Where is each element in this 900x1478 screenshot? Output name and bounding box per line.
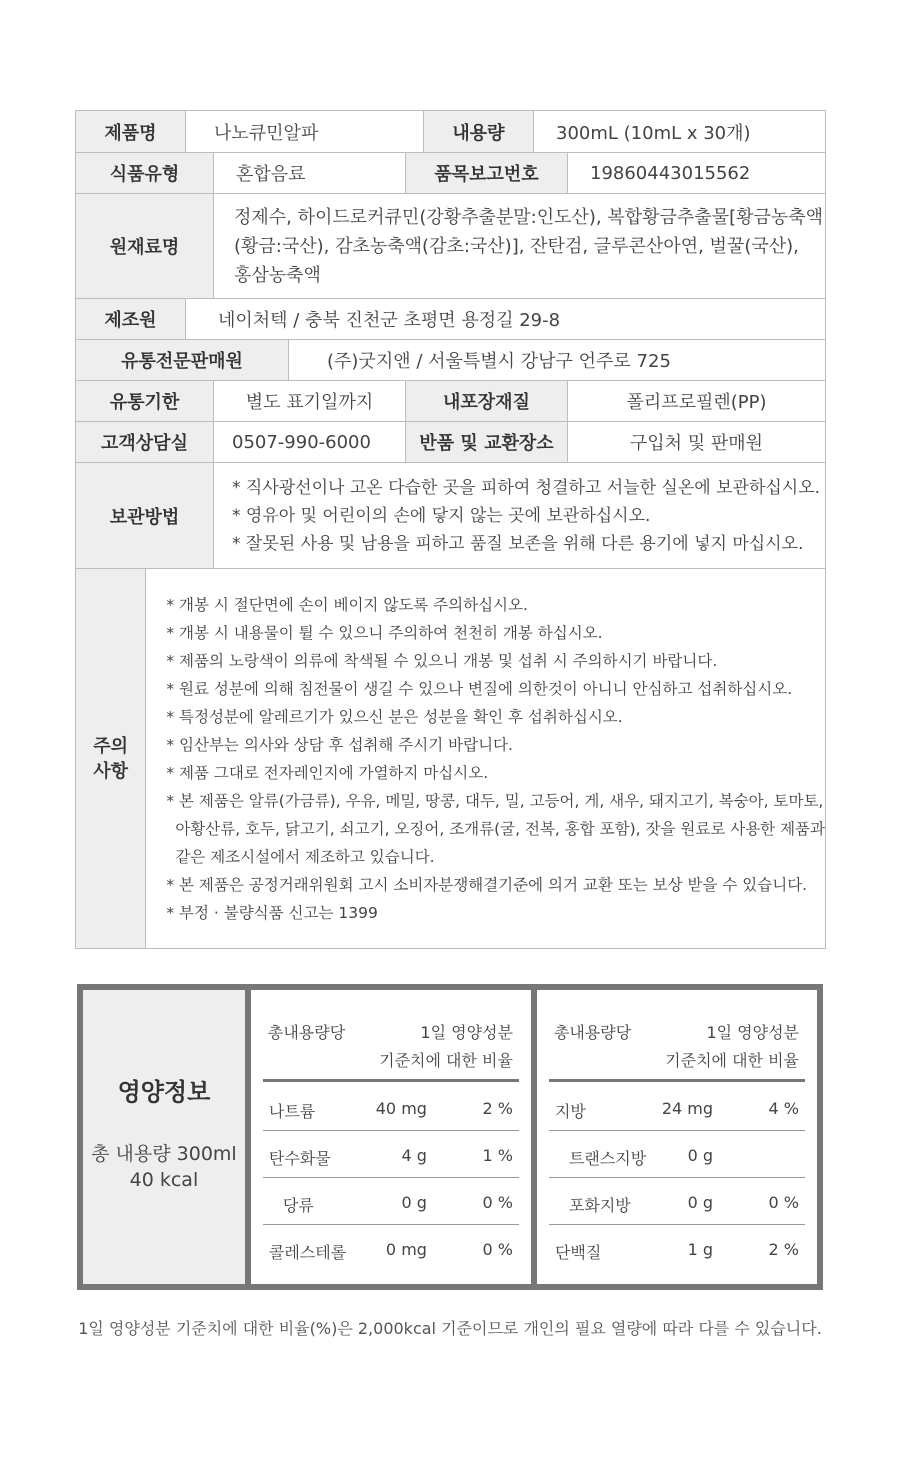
nutrient-row	[263, 1085, 519, 1131]
nutrient-name: 트랜스지방	[568, 1149, 647, 1168]
storage-line: * 영유아 및 어린이의 손에 닿지 않는 곳에 보관하십시오.	[232, 505, 651, 526]
nutrient-amount: 0 g	[687, 1193, 713, 1212]
value-customer-service: 0507-990-6000	[214, 422, 406, 462]
nutrient-row	[549, 1132, 805, 1178]
caution-line: * 원료 성분에 의해 침전물이 생길 수 있으나 변질에 의한것이 아니니 안심하고 섭취하십시오.	[166, 679, 793, 698]
nutrition-summary	[83, 990, 245, 1284]
nutrient-percent: 0 %	[482, 1240, 513, 1259]
row-caution	[76, 569, 825, 949]
value-expiry: 별도 표기일까지	[214, 381, 406, 421]
value-caution	[146, 569, 825, 948]
label-ingredients: 원재료명	[76, 194, 214, 298]
value-distributor: (주)굿지앤 / 서울특별시 강남구 언주로 725	[327, 351, 671, 372]
nutrient-amount: 40 mg	[375, 1099, 427, 1118]
nutrient-row	[549, 1226, 805, 1272]
nutrient-row	[263, 1179, 519, 1225]
label-caution-line1: 주의	[93, 735, 129, 757]
header-per-total: 총내용량당	[267, 1023, 346, 1042]
nutrient-percent: 2 %	[482, 1099, 513, 1118]
label-food-type: 식품유형	[76, 153, 214, 193]
value-report-number: 19860443015562	[590, 162, 751, 184]
caution-line: * 본 제품은 알류(가금류), 우유, 메밀, 땅콩, 대두, 밀, 고등어, 게, 새우, 돼지고기, 복숭아, 토마토,	[166, 791, 824, 810]
row-customer-service	[76, 422, 825, 463]
row-expiry	[76, 381, 825, 422]
product-info-table	[75, 110, 826, 949]
caution-line: * 부정 · 불량식품 신고는 1399	[166, 903, 378, 922]
label-distributor: 유통전문판매원	[76, 340, 289, 380]
label-packaging: 내포장재질	[406, 381, 568, 421]
caution-line: * 개봉 시 내용물이 튈 수 있으니 주의하여 천천히 개봉 하십시오.	[166, 623, 603, 642]
label-report-number: 품목보고번호	[406, 153, 568, 193]
nutrient-amount: 0 g	[401, 1193, 427, 1212]
label-customer-service: 고객상담실	[76, 422, 214, 462]
nutrient-percent: 4 %	[768, 1099, 799, 1118]
label-product-name: 제품명	[76, 111, 186, 152]
nutrient-percent: 0 %	[768, 1193, 799, 1212]
value-volume: 300mL (10mL x 30개)	[556, 122, 751, 144]
value-return-place: 구입처 및 판매원	[629, 433, 764, 454]
label-storage: 보관방법	[76, 463, 214, 568]
nutrient-name: 지방	[554, 1102, 586, 1121]
storage-line: * 직사광선이나 고온 다습한 곳을 피하여 청결하고 서늘한 실온에 보관하십시오.	[232, 477, 821, 498]
nutrition-title: 영양정보	[117, 1077, 211, 1106]
label-volume: 내용량	[424, 111, 534, 152]
value-product-name: 나노큐민알파	[186, 111, 424, 152]
row-manufacturer	[76, 299, 825, 340]
nutrition-panel-right	[537, 990, 817, 1284]
nutrition-facts-box	[77, 984, 823, 1290]
nutrient-row	[263, 1226, 519, 1272]
ingredients-line: (황금:국산), 감초농축액(감초:국산)], 잔탄검, 글루콘산아연, 벌꿀(국산),	[234, 235, 799, 257]
nutrient-percent: 2 %	[768, 1240, 799, 1259]
caution-line: * 임산부는 의사와 상담 후 섭취해 주시기 바랍니다.	[166, 735, 513, 754]
nutrient-amount: 4 g	[401, 1146, 427, 1165]
caution-line: * 제품 그대로 전자레인지에 가열하지 마십시오.	[166, 763, 489, 782]
nutrient-amount: 0 mg	[385, 1240, 427, 1259]
label-manufacturer: 제조원	[76, 299, 186, 339]
caution-line: * 제품의 노랑색이 의류에 착색될 수 있으니 개봉 및 섭취 시 주의하시기 바랍니다.	[166, 651, 718, 670]
caution-line: 아황산류, 호두, 닭고기, 쇠고기, 오징어, 조개류(굴, 전복, 홍합 포함), 잣을 원료로 사용한 제품과	[175, 819, 825, 838]
nutrition-panel-header	[263, 990, 519, 1082]
nutrient-name: 단백질	[554, 1243, 602, 1262]
header-daily-value: 1일 영양성분	[706, 1023, 799, 1042]
row-food-type	[76, 153, 825, 194]
nutrient-amount: 24 mg	[661, 1099, 713, 1118]
daily-value-footnote: 1일 영양성분 기준치에 대한 비율(%)은 2,000kcal 기준이므로 개인의 필요 열량에 따라 다를 수 있습니다.	[78, 1319, 822, 1338]
header-daily-value-ratio: 기준치에 대한 비율	[665, 1051, 799, 1070]
nutrition-panel-left	[251, 990, 531, 1284]
row-product-name	[76, 111, 825, 153]
row-distributor	[76, 340, 825, 381]
caution-line: 같은 제조시설에서 제조하고 있습니다.	[175, 847, 435, 866]
label-caution-line2: 사항	[93, 760, 129, 782]
header-per-total: 총내용량당	[553, 1023, 632, 1042]
nutrient-row	[263, 1132, 519, 1178]
nutrient-amount: 1 g	[687, 1240, 713, 1259]
label-expiry: 유통기한	[76, 381, 214, 421]
storage-line: * 잘못된 사용 및 남용을 피하고 품질 보존을 위해 다른 용기에 넣지 마십시오.	[232, 533, 804, 554]
label-return-place: 반품 및 교환장소	[406, 422, 568, 462]
nutrient-name: 나트륨	[268, 1102, 316, 1121]
header-daily-value-ratio: 기준치에 대한 비율	[379, 1051, 513, 1070]
nutrient-name: 당류	[282, 1196, 314, 1215]
value-ingredients	[214, 194, 825, 298]
nutrient-row	[549, 1085, 805, 1131]
caution-line: * 개봉 시 절단면에 손이 베이지 않도록 주의하십시오.	[166, 595, 528, 614]
row-storage	[76, 463, 825, 569]
caution-line: * 특정성분에 알레르기가 있으신 분은 성분을 확인 후 섭취하십시오.	[166, 707, 623, 726]
value-packaging: 폴리프로필렌(PP)	[626, 392, 767, 413]
ingredients-line: 정제수, 하이드로커큐민(강황추출분말:인도산), 복합황금추출물[황금농축액	[234, 206, 824, 228]
caution-line: * 본 제품은 공정거래위원회 고시 소비자분쟁해결기준에 의거 교환 또는 보상 받을 수 있습니다.	[166, 875, 808, 894]
row-ingredients	[76, 194, 825, 299]
nutrition-kcal: 40 kcal	[129, 1168, 199, 1191]
nutrition-panel-header	[549, 990, 805, 1082]
ingredients-line: 홍삼농축액	[234, 264, 321, 286]
nutrient-amount: 0 g	[687, 1146, 713, 1165]
label-caution	[76, 569, 146, 948]
nutrition-total-volume: 총 내용량 300ml	[91, 1142, 237, 1165]
value-storage	[214, 463, 825, 568]
nutrient-percent: 1 %	[482, 1146, 513, 1165]
nutrient-name: 포화지방	[568, 1196, 631, 1215]
nutrient-name: 탄수화물	[268, 1149, 331, 1168]
nutrient-name: 콜레스테롤	[268, 1243, 347, 1262]
value-manufacturer: 네이처텍 / 충북 진천군 초평면 용정길 29-8	[218, 310, 561, 331]
value-food-type: 혼합음료	[214, 153, 406, 193]
nutrient-percent: 0 %	[482, 1193, 513, 1212]
nutrient-row	[549, 1179, 805, 1225]
header-daily-value: 1일 영양성분	[420, 1023, 513, 1042]
